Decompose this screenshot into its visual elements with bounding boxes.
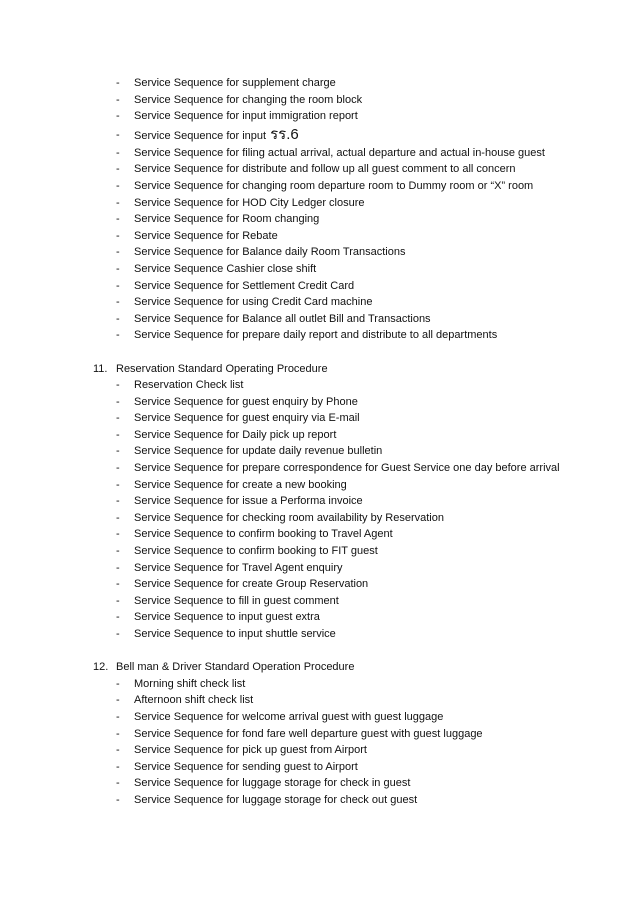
bullet-dash: - [116, 511, 120, 524]
bullet-dash: - [116, 594, 120, 607]
list-item: - Service Sequence for welcome arrival guest with guest luggage [0, 709, 638, 726]
bullet-dash: - [116, 561, 120, 574]
bullet-dash: - [116, 428, 120, 441]
bullet-dash: - [116, 77, 120, 89]
bullet-dash: - [116, 110, 120, 123]
bullet-dash: - [116, 312, 120, 325]
list-item: - Service Sequence for sending guest to Airport [0, 759, 638, 776]
section-spacer [0, 344, 638, 361]
list-item: - Service Sequence to input guest extra [0, 609, 638, 626]
list-item: - Service Sequence for issue a Performa invoice [0, 493, 638, 510]
list-item: - Service Sequence for update daily revenue bulletin [0, 443, 638, 460]
bullet-dash: - [116, 412, 120, 425]
thai-form-code: รร.6 [270, 125, 299, 143]
bullet-dash: - [116, 146, 120, 159]
list-item: - Service Sequence to confirm booking to FIT guest [0, 543, 638, 560]
bullet-dash: - [116, 196, 120, 209]
list-item: - Service Sequence for Settlement Credit Card [0, 278, 638, 295]
bullet-dash: - [116, 179, 120, 192]
bullet-dash: - [116, 744, 120, 757]
bullet-dash: - [116, 478, 120, 491]
list-item: - Service Sequence for supplement charge [0, 75, 638, 92]
bullet-dash: - [116, 611, 120, 624]
list-item: - Service Sequence for luggage storage for check out guest [0, 792, 638, 809]
bullet-dash: - [116, 694, 120, 707]
bullet-dash: - [116, 379, 120, 392]
list-item: - Service Sequence for prepare daily report and distribute to all departments [0, 327, 638, 344]
section-spacer [0, 643, 638, 660]
list-item: - Service Sequence for Daily pick up report [0, 427, 638, 444]
bullet-dash: - [116, 777, 120, 790]
list-item: - Service Sequence for distribute and follow up all guest comment to all concern [0, 161, 638, 178]
bullet-dash: - [116, 760, 120, 773]
list-item: - Service Sequence to input shuttle service [0, 626, 638, 643]
section-title: Bell man & Driver Standard Operation Procedure [116, 661, 355, 674]
section-number: 11. [93, 362, 108, 375]
bullet-dash: - [116, 296, 120, 309]
list-item: - Service Sequence for Travel Agent enquiry [0, 560, 638, 577]
section-heading [0, 361, 638, 378]
list-item: - Service Sequence for Room changing [0, 211, 638, 228]
bullet-dash: - [116, 793, 120, 806]
section-title: Reservation Standard Operating Procedure [116, 362, 328, 375]
list-item: - Service Sequence for luggage storage for check in guest [0, 775, 638, 792]
bullet-dash: - [116, 395, 120, 408]
bullet-dash: - [116, 329, 120, 342]
section-heading [0, 659, 638, 676]
list-item: - Service Sequence to fill in guest comment [0, 593, 638, 610]
list-item: - Service Sequence for input immigration report [0, 108, 638, 125]
list-item: - Reservation Check list [0, 377, 638, 394]
list-item: - Service Sequence for Balance daily Room Transactions [0, 244, 638, 261]
bullet-dash: - [116, 246, 120, 259]
list-item: - Afternoon shift check list [0, 692, 638, 709]
list-item: - Morning shift check list [0, 676, 638, 693]
bullet-dash: - [116, 163, 120, 176]
bullet-dash: - [116, 93, 120, 106]
list-item: - Service Sequence for Rebate [0, 228, 638, 245]
bullet-dash: - [116, 578, 120, 591]
section-number: 12. [93, 661, 109, 674]
document-body [0, 75, 638, 809]
list-item: - Service Sequence for changing room departure room to Dummy room or “X” room [0, 178, 638, 195]
bullet-dash: - [116, 710, 120, 723]
bullet-dash: - [116, 727, 120, 740]
bullet-dash: - [116, 495, 120, 508]
bullet-dash: - [116, 128, 120, 141]
bullet-dash: - [116, 213, 120, 226]
list-item: - Service Sequence Cashier close shift [0, 261, 638, 278]
bullet-dash: - [116, 445, 120, 458]
bullet-dash: - [116, 628, 120, 640]
list-item: - Service Sequence for using Credit Card machine [0, 294, 638, 311]
list-item: - Service Sequence for guest enquiry by Phone [0, 394, 638, 411]
list-item: - Service Sequence for Balance all outlet Bill and Transactions [0, 311, 638, 328]
list-item: - Service Sequence for create Group Reservation [0, 576, 638, 593]
list-item: - Service Sequence for guest enquiry via E-mail [0, 410, 638, 427]
bullet-dash: - [116, 462, 120, 475]
list-item: - Service Sequence for filing actual arrival, actual departure and actual in-house guest [0, 145, 638, 162]
list-item: - Service Sequence to confirm booking to Travel Agent [0, 526, 638, 543]
bullet-dash: - [116, 677, 120, 690]
bullet-dash: - [116, 262, 120, 275]
list-item: - Service Sequence for prepare correspondence for Guest Service one day before arrival [0, 460, 638, 477]
bullet-dash: - [116, 528, 120, 541]
list-item: - Service Sequence for input รร.6 [116, 125, 299, 143]
bullet-dash: - [116, 545, 120, 558]
list-item: - Service Sequence for fond fare well departure guest with guest luggage [0, 726, 638, 743]
list-item: - Service Sequence for create a new booking [0, 477, 638, 494]
bullet-dash: - [116, 279, 120, 292]
bullet-dash: - [116, 229, 120, 242]
list-item: - Service Sequence for HOD City Ledger closure [0, 195, 638, 212]
list-item: - Service Sequence for pick up guest from Airport [0, 742, 638, 759]
list-item: - Service Sequence for checking room availability by Reservation [0, 510, 638, 527]
list-item: - Service Sequence for changing the room block [0, 92, 638, 109]
